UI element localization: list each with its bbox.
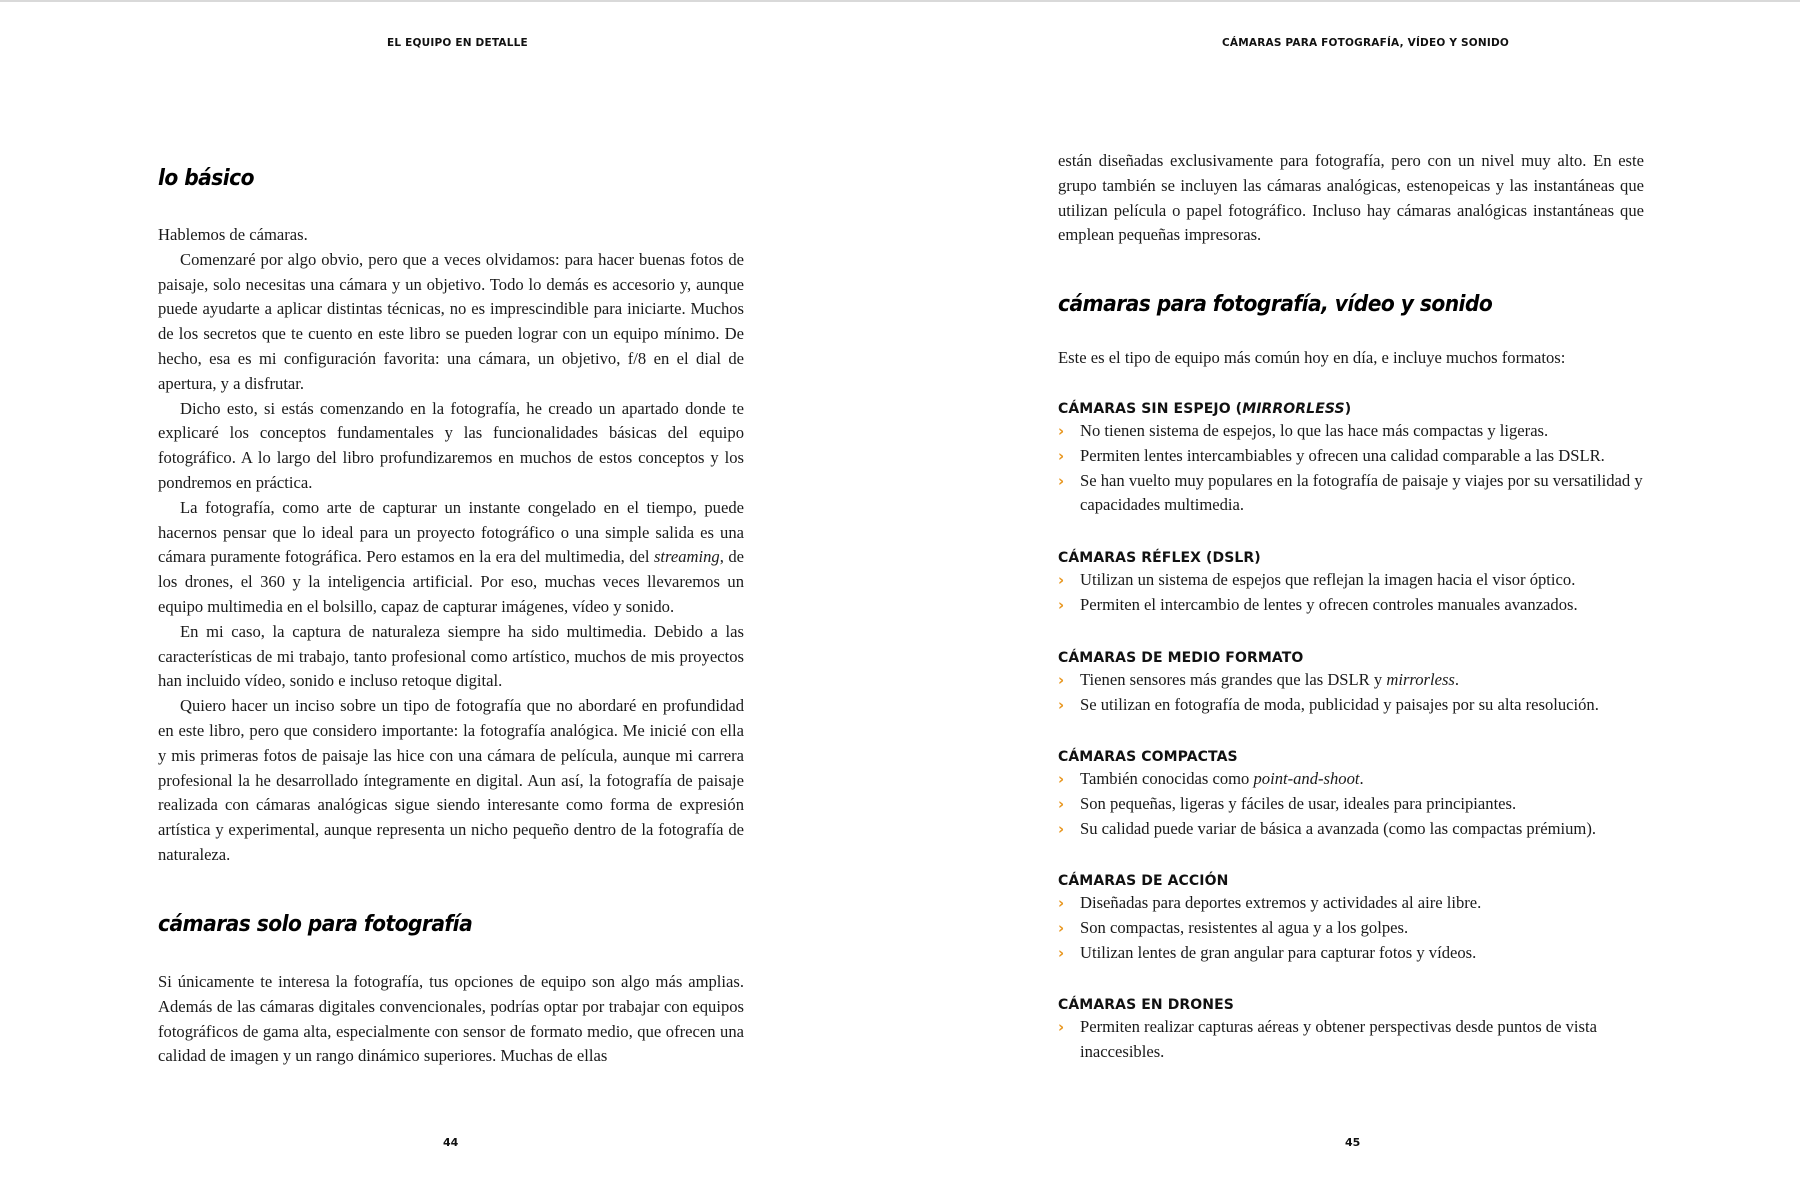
item-text: Tienen sensores más grandes que las DSLR y <box>1080 670 1387 689</box>
subheading: CÁMARAS RÉFLEX (DSLR) <box>1058 550 1261 566</box>
page-number: 45 <box>1345 1136 1361 1149</box>
item-text: Son pequeñas, ligeras y fáciles de usar, ideales para principiantes. <box>1080 793 1517 813</box>
item-text: Se han vuelto muy populares en la fotografía de paisaje y viajes por su versatilidad y capacidades multimedia. <box>1080 470 1643 515</box>
item-text: No tienen sistema de espejos, lo que las hace más compactas y ligeras. <box>1080 421 1549 440</box>
paragraph: Si únicamente te interesa la fotografía, tus opciones de equipo son algo más amplias. Además de las cámaras digitales convencionales, podrías optar por trabajar con equipos fotográficos de gama alta, especialmente con sensor de formato medio, que ofrecen una calidad de imagen y un rango dinámico superiores. Muchas de ellas <box>158 972 744 1066</box>
item-text: Diseñadas para deportes extremos y actividades al aire libre. <box>1080 893 1482 912</box>
chevron-bullet-icon: › <box>1058 794 1065 813</box>
bullet-list <box>1058 568 1644 618</box>
subheading: CÁMARAS COMPACTAS <box>1058 749 1238 765</box>
chevron-bullet-icon: › <box>1058 595 1065 614</box>
text-run: ) <box>1344 401 1352 417</box>
paragraph <box>158 496 744 620</box>
list-item <box>1058 568 1644 593</box>
chevron-bullet-icon: › <box>1058 422 1065 440</box>
list-item <box>1058 419 1644 444</box>
subheading: CÁMARAS DE ACCIÓN <box>1058 873 1229 889</box>
bullet-list <box>1058 668 1644 718</box>
section-lo-basico <box>158 166 744 191</box>
section-title: cámaras para fotografía, vídeo y sonido <box>1058 292 1493 317</box>
list-item <box>1058 916 1644 941</box>
chevron-bullet-icon: › <box>1058 671 1065 689</box>
item-text: . <box>1359 769 1364 788</box>
section-foto-video-sonido <box>1058 292 1644 317</box>
paragraph: Hablemos de cámaras. <box>158 225 308 244</box>
camera-type-mirrorless <box>1058 401 1644 518</box>
list-item <box>1058 891 1644 916</box>
chevron-bullet-icon: › <box>1058 446 1065 465</box>
camera-type-dslr <box>1058 550 1644 618</box>
body-text <box>158 970 744 1069</box>
emphasis: mirrorless <box>1386 670 1455 689</box>
right-page <box>900 0 1800 1183</box>
bullet-list <box>1058 891 1644 965</box>
item-text: . <box>1454 670 1460 689</box>
page-number: 44 <box>443 1136 459 1149</box>
item-text: Permiten lentes intercambiables y ofrecen una calidad comparable a las DSLR. <box>1080 445 1605 465</box>
emphasis: point-and-shoot <box>1253 769 1360 788</box>
item-text: Utilizan lentes de gran angular para capturar fotos y vídeos. <box>1080 942 1477 962</box>
chevron-bullet-icon: › <box>1058 695 1065 714</box>
list-item <box>1058 469 1644 519</box>
body-text <box>1058 149 1644 248</box>
subheading: CÁMARAS DE MEDIO FORMATO <box>1058 650 1304 666</box>
list-item <box>1058 693 1644 718</box>
chevron-bullet-icon: › <box>1058 894 1065 912</box>
item-text: Se utilizan en fotografía de moda, publicidad y paisajes por su alta resolución. <box>1080 694 1599 714</box>
chevron-bullet-icon: › <box>1058 1018 1065 1036</box>
paragraph: Quiero hacer un inciso sobre un tipo de fotografía que no abordaré en profundidad en este libro, pero que considero importante: la fotografía analógica. Me inicié con ella y mis primeras fotos de paisaje las hice con una cámara de película, aunque mi carrera profesional la he desarrollado íntegramente en digital. Aun así, la fotografía de paisaje realizada con cámaras analógicas sigue siendo interesante como forma de expresión artística y experimental, aunque representa un nicho pequeño dentro de la fotografía de naturaleza. <box>158 696 744 864</box>
list-item <box>1058 593 1644 618</box>
section-title: lo básico <box>158 166 254 191</box>
item-text: Permiten realizar capturas aéreas y obtener perspectivas desde puntos de vista inaccesibles. <box>1080 1017 1597 1061</box>
item-text: Son compactas, resistentes al agua y a los golpes. <box>1080 917 1409 937</box>
list-item <box>1058 817 1644 842</box>
chevron-bullet-icon: › <box>1058 471 1065 490</box>
item-text: Permiten el intercambio de lentes y ofrecen controles manuales avanzados. <box>1080 594 1578 614</box>
running-head: EL EQUIPO EN DETALLE <box>387 37 528 49</box>
list-item <box>1058 1015 1644 1065</box>
chevron-bullet-icon: › <box>1058 770 1065 788</box>
item-text: También conocidas como <box>1080 769 1254 788</box>
text-run: , de los drones, el 360 y la inteligencia artificial. Por eso, muchas veces llevaremos un equipo multimedia en el bolsillo, capaz de capturar imágenes, vídeo y sonido. <box>158 547 744 616</box>
chevron-bullet-icon: › <box>1058 918 1065 937</box>
paragraph: Dicho esto, si estás comenzando en la fotografía, he creado un apartado donde te explicaré los conceptos fundamentales y las funcionalidades básicas del equipo fotográfico. A lo largo del libro profundizaremos en muchos de estos conceptos y los pondremos en práctica. <box>158 398 744 492</box>
bullet-list <box>1058 419 1644 518</box>
emphasis: streaming <box>653 547 720 567</box>
section-solo-fotografia <box>158 912 744 937</box>
camera-type-compact <box>1058 749 1644 841</box>
running-head: CÁMARAS PARA FOTOGRAFÍA, VÍDEO Y SONIDO <box>1222 37 1510 49</box>
list-item <box>1058 941 1644 966</box>
text-run: CÁMARAS SIN ESPEJO ( <box>1058 401 1243 417</box>
list-item <box>1058 444 1644 469</box>
item-text: Utilizan un sistema de espejos que reflejan la imagen hacia el visor óptico. <box>1080 570 1576 589</box>
paragraph: En mi caso, la captura de naturaleza siempre ha sido multimedia. Debido a las características de mi trabajo, tanto profesional como artístico, muchos de mis proyectos han incluido vídeo, sonido e incluso retoque digital. <box>158 621 744 691</box>
emphasis: MIRRORLESS <box>1242 401 1345 417</box>
bullet-list <box>1058 1015 1644 1065</box>
chevron-bullet-icon: › <box>1058 571 1065 589</box>
camera-type-medium-format <box>1058 650 1644 718</box>
bullet-list <box>1058 767 1644 841</box>
section-title: cámaras solo para fotografía <box>158 912 473 937</box>
list-item <box>1058 792 1644 817</box>
chevron-bullet-icon: › <box>1058 943 1065 962</box>
subheading: CÁMARAS EN DRONES <box>1058 997 1234 1013</box>
paragraph: Comenzaré por algo obvio, pero que a veces olvidamos: para hacer buenas fotos de paisaje, solo necesitas una cámara y un objetivo. Todo lo demás es accesorio y, aunque puede ayudarte a aplicar distintas técnicas, no es imprescindible para iniciarte. Muchos de los secretos que te cuento en este libro se pueden lograr con un equipo mínimo. De hecho, esa es mi configuración favorita: una cámara, un objetivo, f/8 en el dial de apertura, y a disfrutar. <box>158 249 744 393</box>
subheading <box>1058 401 1644 417</box>
body-text <box>158 223 744 868</box>
camera-type-drones <box>1058 997 1644 1065</box>
paragraph: Este es el tipo de equipo más común hoy en día, e incluye muchos formatos: <box>1058 348 1566 367</box>
list-item <box>1058 668 1644 693</box>
paragraph: están diseñadas exclusivamente para fotografía, pero con un nivel muy alto. En este grupo también se incluyen las cámaras analógicas, estenopeicas y las instantáneas que utilizan película o papel fotográfico. Incluso hay cámaras analógicas instantáneas que emplean pequeñas impresoras. <box>1058 151 1644 245</box>
list-item <box>1058 767 1644 792</box>
section-intro <box>1058 346 1644 371</box>
camera-type-action <box>1058 873 1644 965</box>
chevron-bullet-icon: › <box>1058 819 1065 838</box>
text-run: La fotografía, como arte de capturar un instante congelado en el tiempo, puede hacernos pensar que lo ideal para un proyecto fotográfico o una simple salida es una cámara puramente fotográfica. Pero estamos en la era del multimedia, del <box>158 497 744 567</box>
item-text: Su calidad puede variar de básica a avanzada (como las compactas prémium). <box>1080 818 1597 838</box>
